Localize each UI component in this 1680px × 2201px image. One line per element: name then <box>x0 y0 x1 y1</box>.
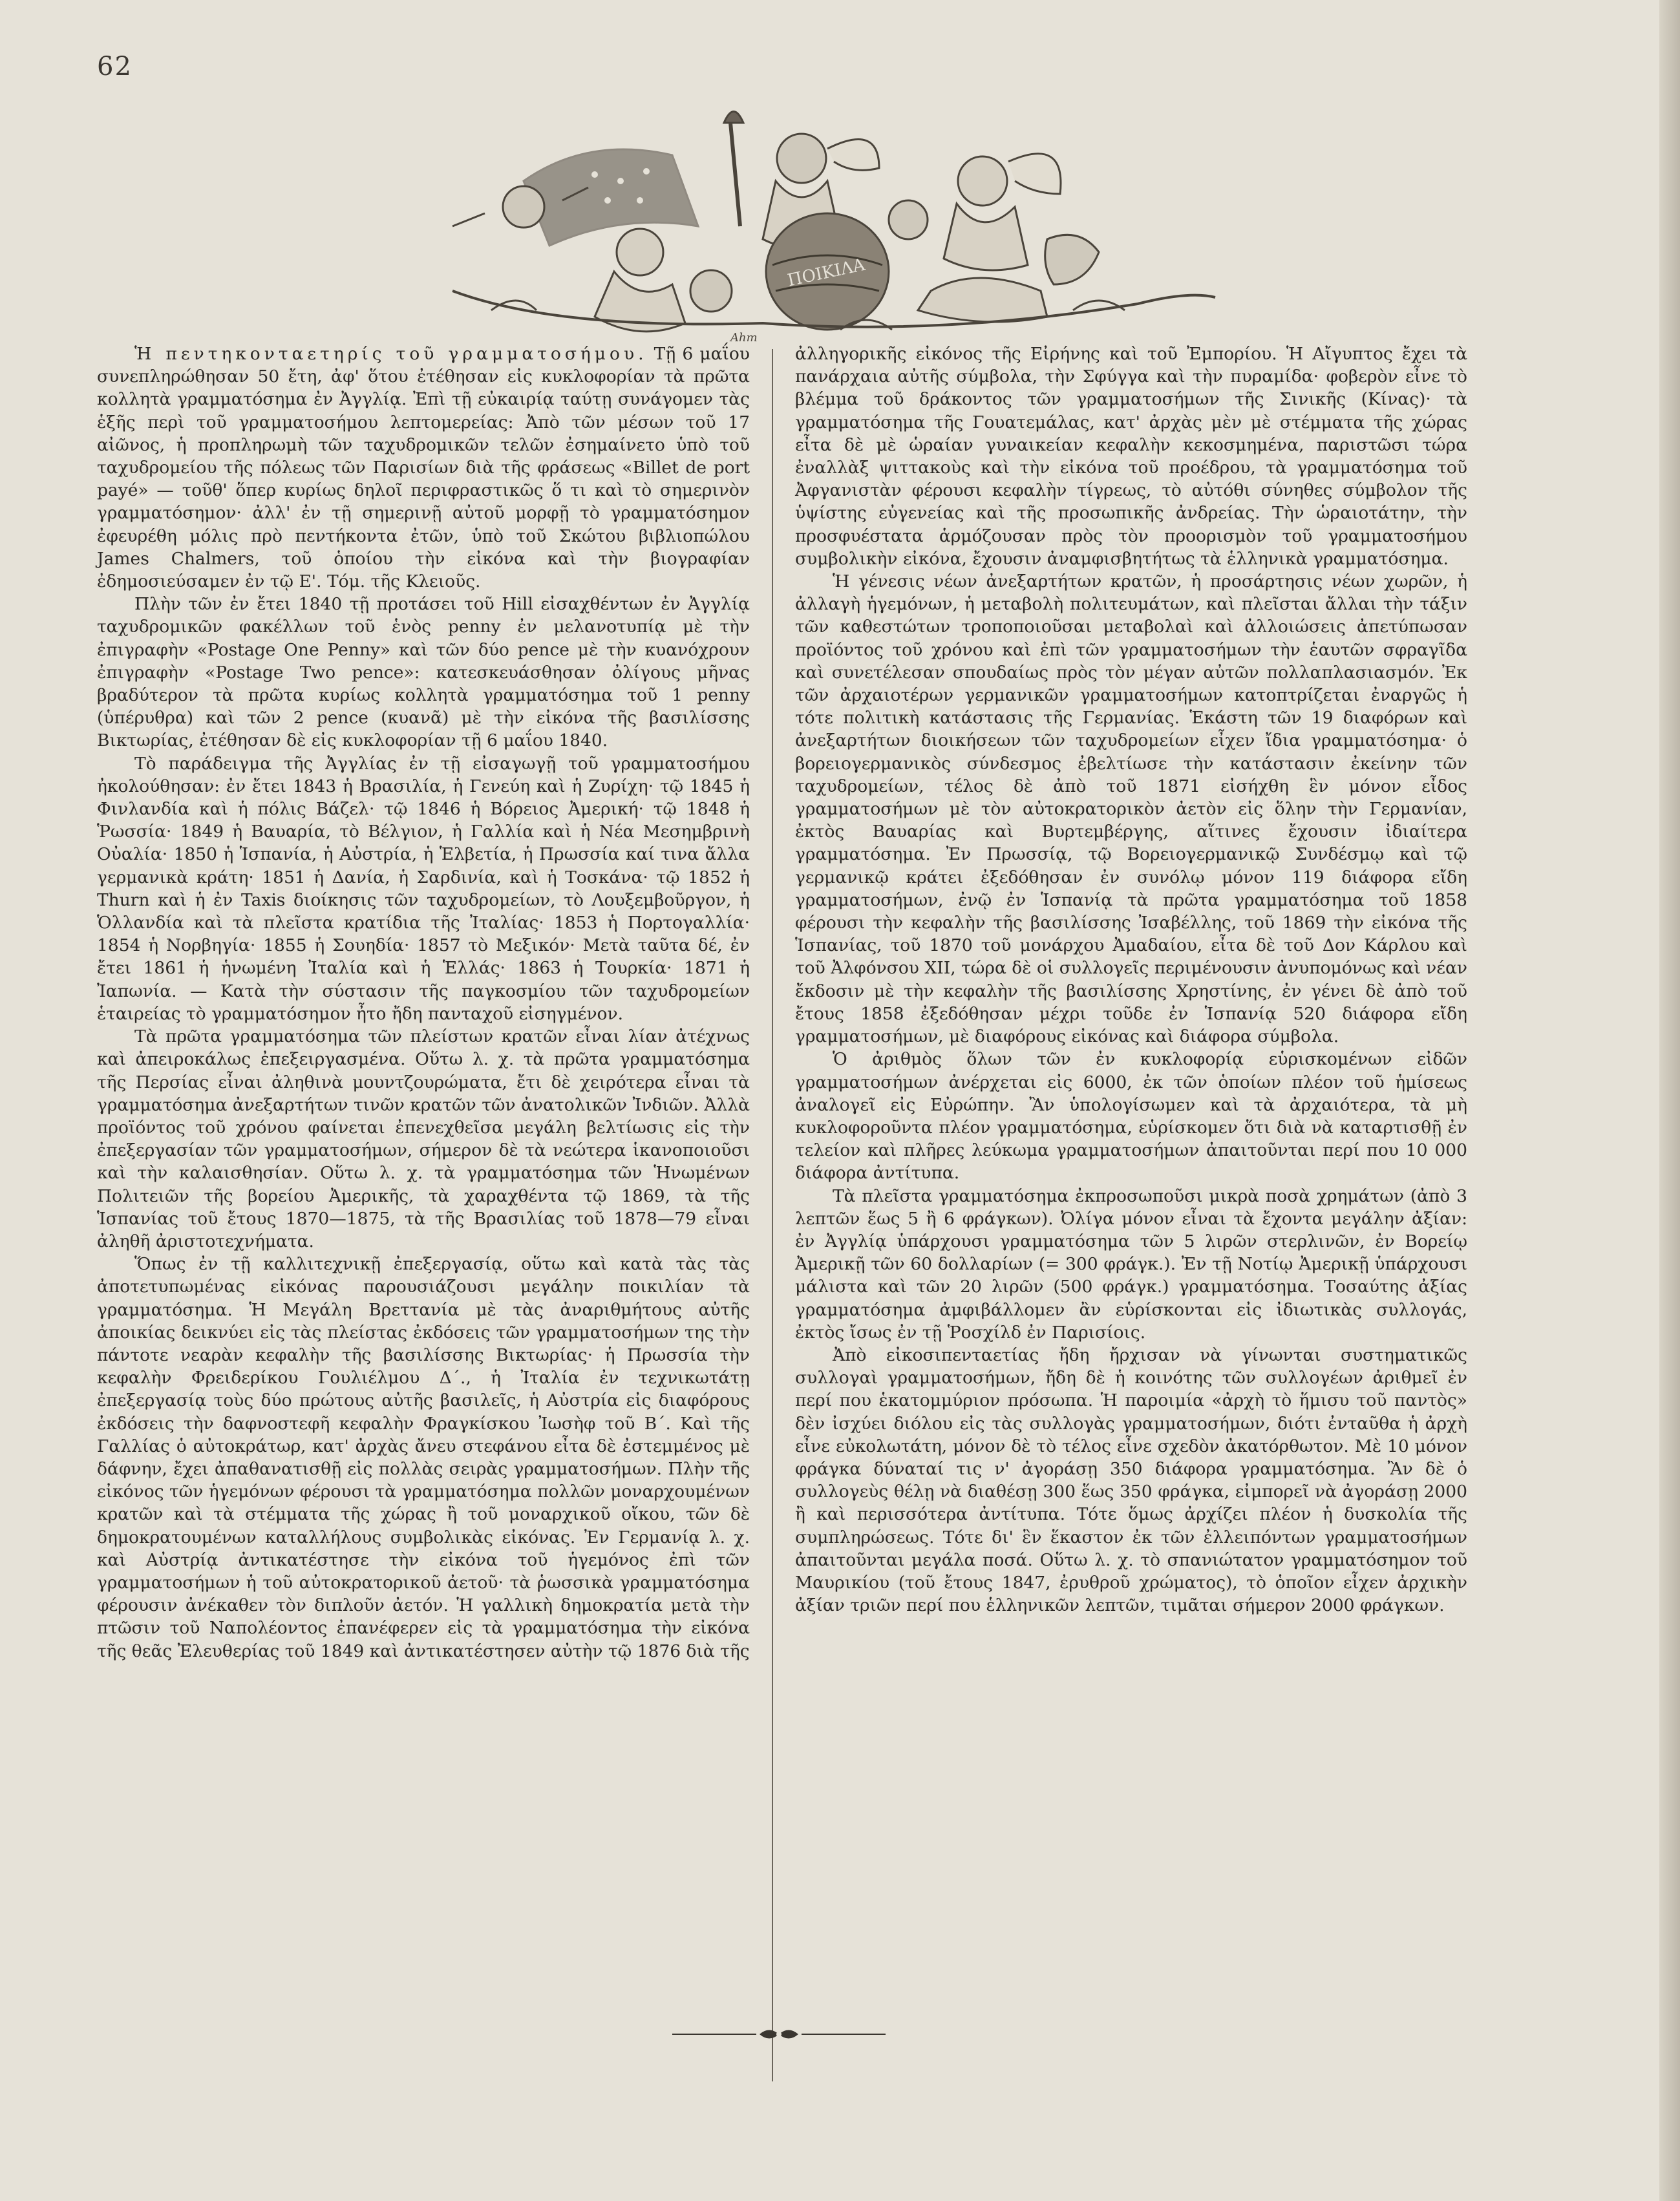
paragraph: Ὁ ἀριθμὸς ὅλων τῶν ἐν κυκλοφορίᾳ εὑρισκομένων εἰδῶν γραμματοσήμων ἀνέρχεται εἰς 6000, ἐκ τῶν ὁποίων πλέον τοῦ ἡμίσεως ἀναλογεῖ εἰς Εὐρώπην. Ἂν ὑπολογίσωμεν καὶ τὰ ἀρχαιότερα, τὰ μὴ κυκλοφοροῦντα πλέον γραμματόσημα, εὑρίσκομεν ὅτι διὰ νὰ καταρτισθῇ ἐν τελείον καὶ πλῆρες λεύκωμα γραμματοσήμων ἀπαιτοῦνται περί που 10 000 διάφορα ἀντίτυπα. <box>795 1049 1467 1184</box>
ornament-divider <box>672 2025 886 2044</box>
artist-signature: Ahm <box>730 331 758 345</box>
paragraph: Ἡ γένεσις νέων ἀνεξαρτήτων κρατῶν, ἡ προσάρτησις νέων χωρῶν, ἡ ἀλλαγὴ ἡγεμόνων, ἡ μεταβολὴ πολιτευμάτων, καὶ πλεῖσται ἄλλαι τὴν τάξιν τῶν καθεστώτων τροποποιοῦσαι μεταβολαὶ καὶ ἀλλοιώσεις ἀπετύπωσαν προϊόντος τοῦ χρόνου καὶ ἐπὶ τῶν γραμματοσήμων τὴν ἑαυτῶν σφραγῖδα καὶ συνετέλεσαν σπουδαίως πρὸς τὸν μέγαν αὐτῶν πολλαπλασιασμόν. Ἐκ τῶν ἀρχαιοτέρων γερμανικῶν γραμματοσήμων κατοπτρίζεται ἐναργῶς ἡ τότε πολιτικὴ κατάστασις τῆς Γερμανίας. Ἑκάστη τῶν 19 διαφόρων καὶ ἀνεξαρτήτων διοικήσεων τῶν ταχυδρομείων εἶχεν ἴδια γραμματόσημα· ὁ βορειογερμανικὸς σύνδεσμος ἐβελτίωσε τὴν κατάστασιν ἐκείνην τῶν ταχυδρομείων, τέλος δὲ ἀπὸ τοῦ 1871 εἰσήχθη ἓν μόνον εἶδος γραμματοσήμων μὲ τὸν αὐτοκρατορικὸν ἀετὸν εἰς ὅλην τὴν Γερμανίαν, ἐκτὸς Βαυαρίας καὶ Βυρτεμβέργης, αἵτινες ἔχουσιν ἰδιαίτερα γραμματόσημα. Ἐν Πρωσσίᾳ, τῷ Βορειογερμανικῷ Συνδέσμῳ καὶ τῷ γερμανικῷ κράτει ἐξεδόθησαν ἐν συνόλῳ μόνον 119 διάφορα εἴδη γραμματοσήμων, ἐνῷ ἐν Ἱσπανίᾳ τὰ πρῶτα γραμματόσημα τοῦ 1858 φέρουσι τὴν κεφαλὴν τῆς βασιλίσσης Ἰσαβέλλης, τοῦ 1869 τὴν εἰκόνα τῆς Ἱσπανίας, τοῦ 1870 τοῦ μονάρχου Ἀμαδαίου, εἶτα δὲ τοῦ Δον Κάρλου καὶ τοῦ Ἀλφόνσου XII, τώρα δὲ οἱ συλλογεῖς περιμένουσιν ἀνυπομόνως καὶ νέαν ἔκδοσιν μὲ τὴν κεφαλὴν τῆς βασιλίσσης Χρηστίνης, ἐν γένει δὲ ἀπὸ τοῦ ἔτους 1858 ἐξεδόθησαν μέχρι τοῦδε ἐν Ἱσπανίᾳ 520 διάφορα εἴδη γραμματοσήμων, μὲ διαφόρους εἰκόνας καὶ διάφορα σύμβολα. <box>795 571 1467 1047</box>
paragraph: Τὰ πρῶτα γραμματόσημα τῶν πλείστων κρατῶν εἶναι λίαν ἀτέχνως καὶ ἀπειροκάλως ἐπεξειργασμένα. Οὕτω λ. χ. τὰ πρῶτα γραμματόσημα τῆς Περσίας εἶναι ἀληθινὰ μουντζουρώματα, ἔτι δὲ χειρότερα εἶναι τὰ γραμματόσημα ἀνεξαρτήτων τινῶν κρατῶν τῶν ἀνατολικῶν Ἰνδιῶν. Ἀλλὰ προϊόντος τοῦ χρόνου φαίνεται ἐπενεχθεῖσα μεγάλη βελτίωσις εἰς τὴν ἐπεξεργασίαν τῶν γραμματοσήμων, σήμερον δὲ τὰ νεώτερα ἱκανοποιοῦσι καὶ τὴν καλαισθησίαν. Οὕτω λ. χ. τὰ γραμματόσημα τῶν Ἡνωμένων Πολιτειῶν τῆς βορείου Ἀμερικῆς, τὰ χαραχθέντα τῷ 1869, τὰ τῆς Ἱσπανίας τοῦ ἔτους 1870—1875, τὰ τῆς Βρασιλίας τοῦ 1878—79 εἶναι ἀληθῆ ἀριστοτεχνήματα. <box>97 1026 750 1251</box>
column-divider <box>772 349 773 2081</box>
left-column <box>97 343 750 1663</box>
paragraph: Τὰ πλεῖστα γραμματόσημα ἐκπροσωποῦσι μικρὰ ποσὰ χρημάτων (ἀπὸ 3 λεπτῶν ἕως 5 ἢ 6 φράγκων). Ὀλίγα μόνον εἶναι τὰ ἔχοντα μεγάλην ἀξίαν: ἐν Ἀγγλίᾳ ὑπάρχουσι γραμματόσημα τῶν 5 λιρῶν στερλινῶν, ἐν Βορείῳ Ἀμερικῇ τῶν 60 δολλαρίων (= 300 φράγκ.). Ἐν τῇ Νοτίῳ Ἀμερικῇ ὑπάρχουσι μάλιστα καὶ τῶν 20 λιρῶν (500 φράγκ.) γραμματόσημα. Τοσαύτης ἀξίας γραμματόσημα ἀμφιβάλλομεν ἂν εὑρίσκονται εἰς ἰδιωτικὰς συλλογάς, ἐκτὸς ἴσως ἐν τῇ Ῥοσχίλδ ἐν Παρισίοις. <box>795 1186 1467 1343</box>
paragraph: Τὸ παράδειγμα τῆς Ἀγγλίας ἐν τῇ εἰσαγωγῇ τοῦ γραμματοσήμου ἠκολούθησαν: ἐν ἔτει 1843 ἡ Βρασιλία, ἡ Γενεύη καὶ ἡ Ζυρίχη· τῷ 1845 ἡ Φινλανδία καὶ ἡ πόλις Βάζελ· τῷ 1846 ἡ Βόρειος Ἀμερική· τῷ 1848 ἡ Ῥωσσία· 1849 ἡ Βαυαρία, τὸ Βέλγιον, ἡ Γαλλία καὶ ἡ Νέα Μεσημβρινὴ Οὐαλία· 1850 ἡ Ἱσπανία, ἡ Αὐστρία, ἡ Ἑλβετία, ἡ Πρωσσία καί τινα ἄλλα γερμανικὰ κράτη· 1851 ἡ Δανία, ἡ Σαρδινία, καὶ ἡ Τοσκάνα· τῷ 1852 ἡ Thurn καὶ ἡ ἐν Taxis διοίκησις τῶν ταχυδρομείων, τὸ Λουξεμβοῦργον, ἡ Ὁλλανδία καὶ τὰ πλεῖστα κρατίδια τῆς Ἰταλίας· 1853 ἡ Πορτογαλλία· 1854 ἡ Νορβηγία· 1855 ἡ Σουηδία· 1857 τὸ Μεξικόν· Μετὰ ταῦτα δέ, ἐν ἔτει 1861 ἡ ἡνωμένη Ἰταλία καὶ ἡ Ἑλλάς· 1863 ἡ Τουρκία· 1871 ἡ Ἰαπωνία. — Κατὰ τὴν σύστασιν τῆς παγκοσμίου τῶν ταχυδρομείων ἑταιρείας τὸ γραμματόσημον ἦτο ἤδη πανταχοῦ εἰσηγμένον. <box>97 753 750 1024</box>
globe-label: ΠΟΙΚΙΛΑ <box>785 255 867 291</box>
paragraph: Ἀπὸ εἰκοσιπενταετίας ἤδη ἤρχισαν νὰ γίνωνται συστηματικῶς συλλογαὶ γραμματοσήμων, ἤδη δὲ ἡ κοινότης τῶν συλλογέων ἀριθμεῖ ἐν περί που ἑκατομμύριον πρόσωπα. Ἡ παροιμία «ἀρχὴ τὸ ἥμισυ τοῦ παντὸς» δὲν ἰσχύει διόλου εἰς τὰς συλλογὰς γραμματοσήμων, διότι ἐνταῦθα ἡ ἀρχὴ εἶνε εὐκολωτάτη, μόνον δὲ τὸ τέλος εἶνε σχεδὸν ἀκατόρθωτον. Μὲ 10 μόνον φράγκα δύναταί τις ν' ἀγοράσῃ 350 διάφορα γραμματόσημα. Ἂν δὲ ὁ συλλογεὺς θέλῃ νὰ διαθέσῃ 300 ἕως 350 φράγκα, εἰμπορεῖ νὰ ἀγοράσῃ 2000 ἢ καὶ περισσότερα ἀντίτυπα. Τότε ὅμως ἀρχίζει πλέον ἡ δυσκολία τῆς συμπληρώσεως. Τότε δι' ἓν ἕκαστον ἐκ τῶν ἐλλειπόντων γραμματοσήμων ἀπαιτοῦνται μεγάλα ποσά. Οὕτω λ. χ. τὸ σπανιώτατον γραμματόσημον τοῦ Μαυρικίου (τοῦ ἔτους 1847, ἐρυθροῦ χρώματος), τὸ ὁποῖον εἶχεν ἀρχικὴν ἀξίαν τριῶν περί που ἑλληνικῶν λεπτῶν, τιμᾶται σήμερον 2000 φράγκων. <box>795 1345 1467 1616</box>
article-title: Ἡ πεντηκονταετηρίς τοῦ γραμματοσήμου. <box>134 344 648 364</box>
paragraph-text: Τῇ 6 μαΐου συνεπληρώθησαν 50 ἔτη, ἀφ' ὅτου ἐτέθησαν εἰς κυκλοφορίαν τὰ πρῶτα κολλητὰ γραμματόσημα ἐν Ἀγγλίᾳ. Ἐπὶ τῇ εὐκαιρίᾳ ταύτῃ συνάγομεν τὰς ἑξῆς περὶ τοῦ γραμματοσήμου λεπτομερείας: Ἀπὸ τῶν μέσων τοῦ 17 αἰῶνος, ἡ προπληρωμὴ τῶν ταχυδρομικῶν τελῶν ἐσημαίνετο ὑπὸ τοῦ ταχυδρομείου τῆς πόλεως τῶν Παρισίων διὰ τῆς φράσεως «Billet de port payé» — τοῦθ' ὅπερ κυρίως δηλοῖ περιφραστικῶς ὅ τι καὶ τὸ σημερινὸν γραμματόσημον· ἀλλ' ἐν τῇ σημερινῇ αὐτοῦ μορφῇ τὸ γραμματόσημον ἐφευρέθη μόλις πρὸ πεντήκοντα ἐτῶν, ὑπὸ τοῦ Σκώτου βιβλιοπώλου James Chalmers, τοῦ ὁποίου τὴν εἰκόνα καὶ τὴν βιογραφίαν ἐδημοσιεύσαμεν ἐν τῷ Ε'. Τόμ. τῆς Κλειοῦς. <box>97 344 750 592</box>
page-number: 62 <box>97 52 133 81</box>
header-vignette <box>427 97 1241 349</box>
page-edge <box>1659 0 1680 2201</box>
right-column <box>795 343 1467 1617</box>
end-ornament <box>672 2025 886 2044</box>
paragraph <box>97 343 750 593</box>
paragraph: Ὅπως ἐν τῇ καλλιτεχνικῇ ἐπεξεργασίᾳ, οὕτω καὶ κατὰ τὰς τὰς ἀποτετυπωμένας εἰκόνας παρουσιάζουσι μεγάλην ποικιλίαν τὰ γραμματόσημα. Ἡ Μεγάλη Βρεττανία μὲ τὰς ἀναριθμήτους αὐτῆς ἀποικίας δεικνύει εἰς τὰς πλείστας ἐκδόσεις τῶν γραμματοσήμων της τὴν πάντοτε νεαρὰν κεφαλὴν τῆς βασιλίσσης Βικτωρίας· ἡ Πρωσσία τὴν κεφαλὴν Φρειδερίκου Γουλιέλμου Δ΄., ἡ Ἰταλία ἐν τεχνικωτάτῃ ἐπεξεργασίᾳ τοὺς δύο πρώτους αὐτῆς βασιλεῖς, ἡ Αὐστρία εἰς διαφόρους ἐκδόσεις τὴν δαφνοστεφῆ κεφαλὴν Φραγκίσκου Ἰωσὴφ τοῦ Β΄. Καὶ τῆς Γαλλίας ὁ αὐτοκράτωρ, κατ' ἀρχὰς ἄνευ στεφάνου εἶτα δὲ ἐστεμμένος μὲ δάφνην, ἔχει ἀπαθανατισθῇ εἰς πολλὰς σειρὰς γραμματοσήμων. Πλὴν τῆς εἰκόνος τῶν ἡγεμόνων φέρουσι τὰ γραμματόσημα πολλῶν μοναρχουμένων κρατῶν καὶ τὰ στέμματα τῆς χώρας ἢ τοῦ μοναρχικοῦ οἴκου, τῶν δὲ δημοκρατουμένων καταλλήλους συμβολικὰς εἰκόνας. Ἐν Γερμανίᾳ λ. χ. καὶ Αὐστρίᾳ ἀντικατέστησε τὴν εἰκόνα τοῦ ἡγεμόνος ἐπὶ τῶν γραμματοσήμων ἡ τοῦ αὐτοκρατορικοῦ ἀετοῦ· τὰ ῥωσσικὰ γραμματόσημα φέρουσιν ἀνέκαθεν τὸν διπλοῦν ἀετόν. Ἡ γαλλικὴ δημοκρατία μετὰ τὴν πτῶσιν τοῦ Ναπολέοντος ἐπανέφερεν εἰς τὰ γραμματόσημα τὴν εἰκόνα τῆς θεᾶς Ἐλευθερίας τοῦ 1849 καὶ ἀντικατέστησεν αὐτὴν τῷ 1876 διὰ τῆς <box>97 1254 750 1661</box>
paragraph: ἀλληγορικῆς εἰκόνος τῆς Εἰρήνης καὶ τοῦ Ἐμπορίου. Ἡ Αἴγυπτος ἔχει τὰ πανάρχαια αὐτῆς σύμβολα, τὴν Σφύγγα καὶ τὴν πυραμίδα· φοβερὸν εἶνε τὸ βλέμμα τοῦ δράκοντος τῶν γραμματοσήμων τῆς Σινικῆς (Κίνας)· τὰ γραμματόσημα τῆς Γουατεμάλας, κατ' ἀρχὰς μὲν μὲ στέμματα τῆς χώρας εἶτα δὲ μὲ ὡραίαν γυναικείαν κεφαλὴν κεκοσμημένα, παριστῶσι τώρα ἐναλλὰξ ψιττακοὺς καὶ τὴν εἰκόνα τοῦ προέδρου, τὰ γραμματόσημα τοῦ Ἀφγανιστὰν φέρουσι κεφαλὴν τίγρεως, τὸ αὐτόθι σύνηθες σύμβολον τῆς ὑψίστης εὐγενείας καὶ τῆς προσωπικῆς ἀνδρείας. Τὴν ὡραιοτάτην, τὴν προσφυέστατα ἁρμόζουσαν πρὸς τὸν προορισμὸν τοῦ γραμματοσήμου συμβολικὴν εἰκόνα, ἔχουσιν ἀναμφισβητήτως τὰ ἑλληνικὰ γραμματόσημα. <box>795 344 1467 569</box>
cherubs-illustration <box>427 97 1241 349</box>
paragraph: Πλὴν τῶν ἐν ἔτει 1840 τῇ προτάσει τοῦ Hill εἰσαχθέντων ἐν Ἀγγλίᾳ ταχυδρομικῶν φακέλλων τοῦ ἑνὸς penny ἐν μελανοτυπίᾳ μὲ τὴν ἐπιγραφὴν «Postage One Penny» καὶ τῶν δύο pence μὲ τὴν κυανόχρουν ἐπιγραφὴν «Postage Two pence»: κατεσκευάσθησαν ὀλίγους μῆνας βραδύτερον τὰ πρῶτα κυρίως κολλητὰ γραμματόσημα τοῦ 1 penny (ὑπέρυθρα) καὶ τῶν 2 pence (κυανᾶ) μὲ τὴν εἰκόνα τῆς βασιλίσσης Βικτωρίας, ἐτέθησαν δὲ εἰς κυκλοφορίαν τῇ 6 μαΐου 1840. <box>97 594 750 751</box>
